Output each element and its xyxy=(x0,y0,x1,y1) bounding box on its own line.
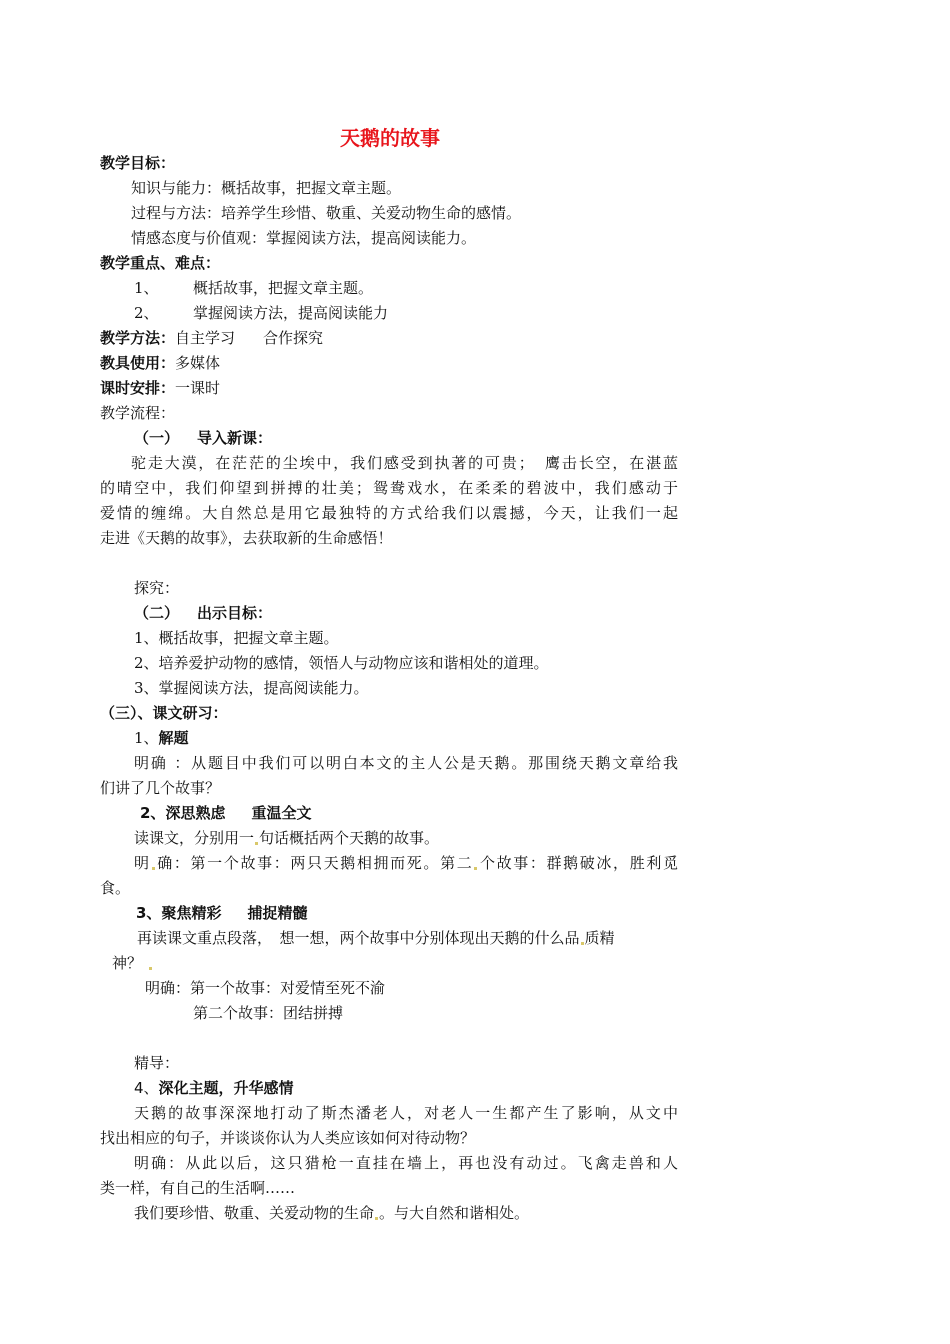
part1-title: 导入新课： xyxy=(197,429,273,447)
section2-num: 2、 xyxy=(140,804,166,822)
flow-heading: 教学流程： xyxy=(100,404,176,422)
part1-line-1: 驼走大漠，在茫茫的尘埃中，我们感受到执著的可贵； 鹰击长空，在湛蓝 xyxy=(131,454,678,472)
schedule-row xyxy=(100,377,220,399)
section2-line-1b: 句话概括两个天鹅的故事。 xyxy=(259,829,440,847)
method-value-1: 自主学习 xyxy=(175,329,236,347)
section2-line-2c: 个故事：群鹅破冰，胜利觅 xyxy=(478,854,678,872)
document-title: 天鹅的故事 xyxy=(340,126,440,150)
section1-line-1: 明确 ：从题目中我们可以明白本文的主人公是天鹅。那围绕天鹅文章给我 xyxy=(134,754,678,772)
edit-mark xyxy=(149,967,152,970)
section2-heading xyxy=(140,802,311,824)
section4-line-4: 类一样，有自己的生活啊…… xyxy=(100,1179,296,1197)
section4-line-2: 找出相应的句子，并谈谈你认为人类应该如何对待动物？ xyxy=(100,1129,476,1147)
section2-line-1a: 读课文，分别用一 xyxy=(134,829,255,847)
key-point-2-num: 2、 xyxy=(134,304,159,322)
part1-line-4: 走进《天鹅的故事》，去获取新的生命感悟！ xyxy=(100,529,393,547)
section4-title: 深化主题，升华感情 xyxy=(158,1079,294,1097)
edit-mark xyxy=(152,867,155,870)
objective-process: 过程与方法：培养学生珍惜、敬重、关爱动物生命的感情。 xyxy=(131,204,522,222)
key-point-1-num: 1、 xyxy=(134,279,159,297)
tools-row xyxy=(100,352,220,374)
part2-heading xyxy=(134,602,272,624)
section4-line-5b: 。与大自然和谐相处。 xyxy=(379,1204,530,1222)
section3-line-1a: 再读课文重点段落， 想一想，两个故事中分别体现出天鹅的什么品 xyxy=(137,929,580,947)
part3-heading: （三）、课文研习： xyxy=(100,704,228,722)
part1-line-3: 爱情的缠绵。大自然总是用它最独特的方式给我们以震撼，今天，让我们一起 xyxy=(100,504,678,522)
section4-line-3: 明确：从此以后，这只猎枪一直挂在墙上，再也没有动过。飞禽走兽和人 xyxy=(134,1154,678,1172)
schedule-value: 一课时 xyxy=(175,379,221,397)
section4-heading xyxy=(134,1077,294,1099)
section2-line-2 xyxy=(134,852,678,874)
section2-line-1 xyxy=(134,827,439,849)
section2-line-2b: 确：第一个故事：两只天鹅相拥而死。第二 xyxy=(155,854,474,872)
objective-emotion: 情感态度与价值观：掌握阅读方法，提高阅读能力。 xyxy=(131,229,477,247)
section3-line-1 xyxy=(137,927,615,949)
method-row xyxy=(100,327,323,349)
part1-line-2: 的晴空中，我们仰望到拼搏的壮美；鸳鸯戏水，在柔柔的碧波中，我们感动于 xyxy=(100,479,678,497)
part1-num: （一） xyxy=(134,429,180,447)
section1-title: 解题 xyxy=(158,729,189,747)
part2-num: （二） xyxy=(134,604,180,622)
tools-value: 多媒体 xyxy=(175,354,221,372)
section2-title-b: 重温全文 xyxy=(251,804,312,822)
part2-title: 出示目标： xyxy=(197,604,273,622)
section1-line-2: 们讲了几个故事？ xyxy=(100,779,221,797)
edit-mark xyxy=(255,842,258,845)
section1-heading xyxy=(134,727,189,749)
section4-line-5 xyxy=(134,1202,529,1224)
section3-line-1b: 质精 xyxy=(584,929,615,947)
key-point-1-text: 概括故事，把握文章主题。 xyxy=(193,279,374,297)
section3-heading xyxy=(136,902,307,924)
section4-num: 4、 xyxy=(134,1079,159,1097)
section3-line-4: 第二个故事：团结拼搏 xyxy=(193,1004,344,1022)
key-points-heading: 教学重点、难点： xyxy=(100,254,221,272)
edit-mark xyxy=(581,942,584,945)
key-point-2-text: 掌握阅读方法，提高阅读能力 xyxy=(193,304,389,322)
method-value-2: 合作探究 xyxy=(263,329,324,347)
part2-item-3: 3、掌握阅读方法，提高阅读能力。 xyxy=(134,679,369,697)
section3-line-2-text: 神？ xyxy=(112,954,143,972)
edit-mark xyxy=(375,1217,378,1220)
part1-heading xyxy=(134,427,272,449)
tools-label: 教具使用： xyxy=(100,354,176,372)
edit-mark xyxy=(474,867,477,870)
explore-label: 探究： xyxy=(134,579,180,597)
section3-num: 3、 xyxy=(136,904,162,922)
section4-line-1: 天鹅的故事深深地打动了斯杰潘老人，对老人一生都产生了影响，从文中 xyxy=(134,1104,678,1122)
part2-item-1: 1、概括故事，把握文章主题。 xyxy=(134,629,339,647)
method-label: 教学方法： xyxy=(100,329,176,347)
section3-line-3: 明确：第一个故事：对爱情至死不渝 xyxy=(145,979,386,997)
guide-label: 精导： xyxy=(134,1054,180,1072)
objective-knowledge: 知识与能力：概括故事，把握文章主题。 xyxy=(131,179,402,197)
section2-title-a: 深思熟虑 xyxy=(165,804,226,822)
part2-item-2: 2、培养爱护动物的感情，领悟人与动物应该和谐相处的道理。 xyxy=(134,654,549,672)
schedule-label: 课时安排： xyxy=(100,379,176,397)
section2-line-3: 食。 xyxy=(100,879,131,897)
section4-line-5a: 我们要珍惜、敬重、关爱动物的生命 xyxy=(134,1204,375,1222)
section3-line-2 xyxy=(112,952,153,974)
section1-num: 1、 xyxy=(134,729,159,747)
section2-line-2a: 明 xyxy=(134,854,151,872)
section3-title-b: 捕捉精髓 xyxy=(247,904,308,922)
objectives-heading: 教学目标： xyxy=(100,154,176,172)
section3-title-a: 聚焦精彩 xyxy=(161,904,222,922)
